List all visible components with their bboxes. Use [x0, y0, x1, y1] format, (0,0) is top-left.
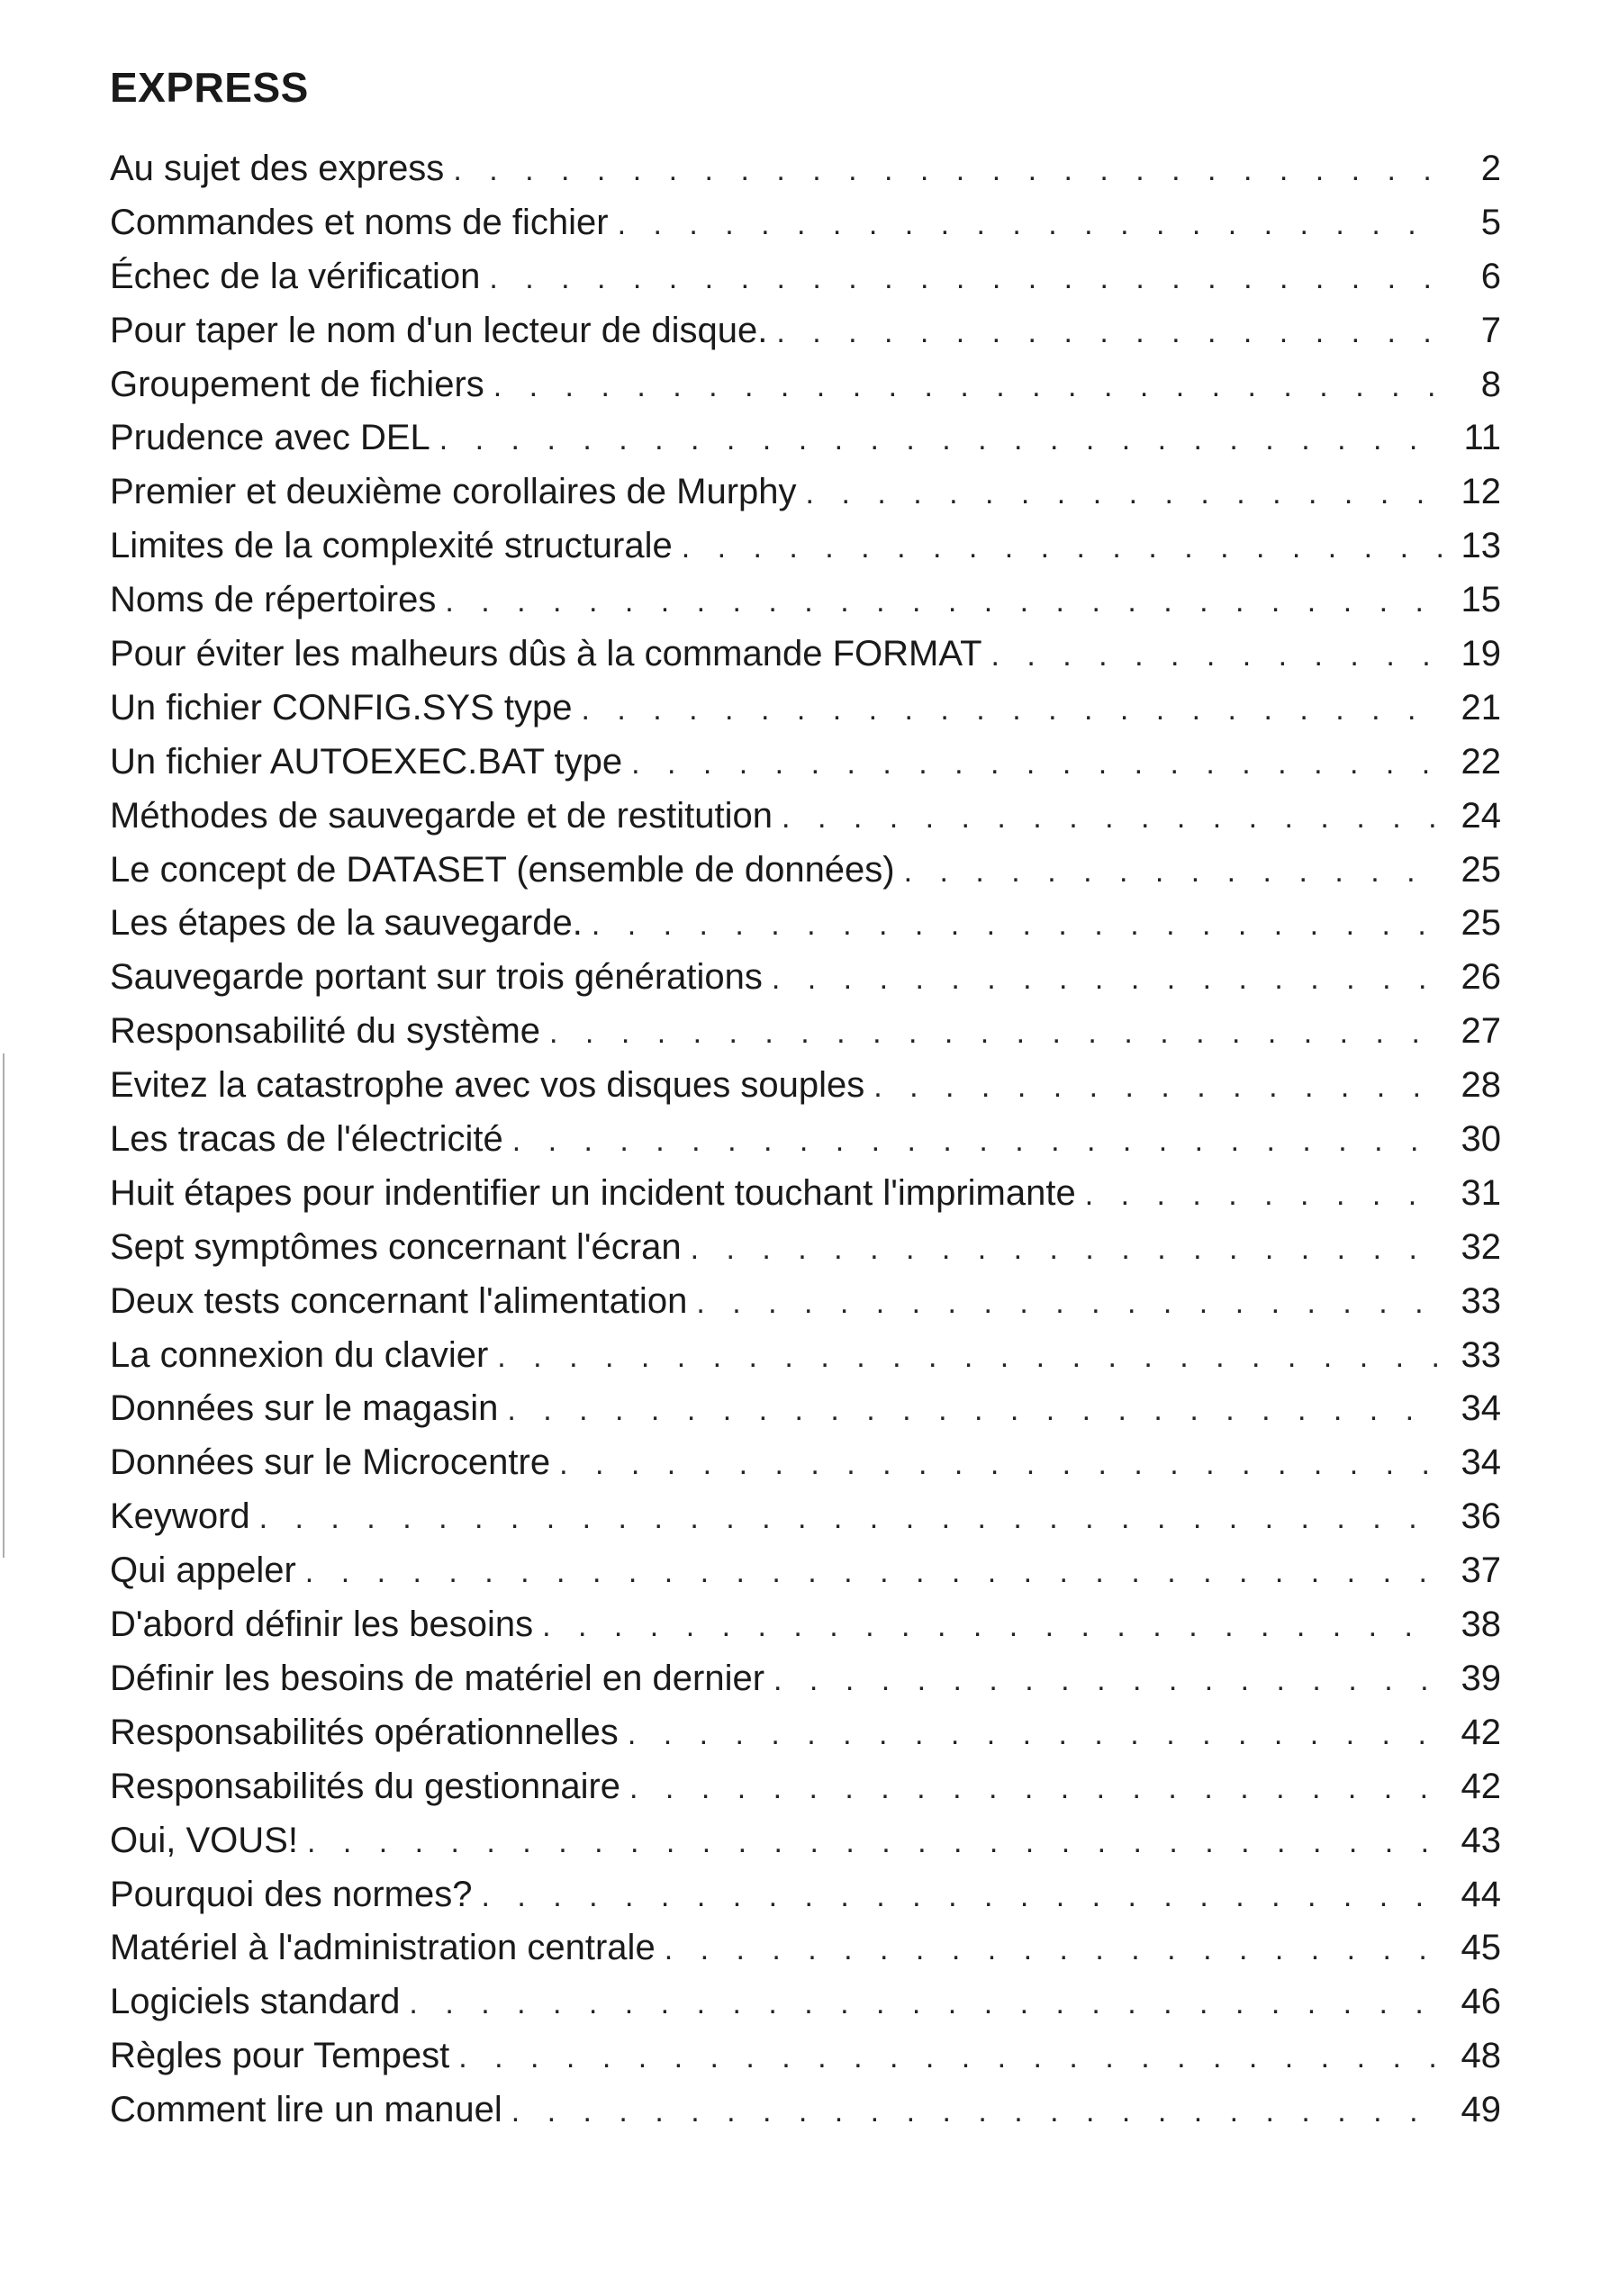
- toc-entry: [110, 1221, 1501, 1275]
- toc-entry-page-number: 38: [1461, 1604, 1501, 1645]
- toc-entry: [110, 1652, 1501, 1706]
- toc-entry-page-number: 19: [1461, 634, 1501, 674]
- section-heading: EXPRESS: [110, 64, 309, 111]
- toc-entry-page-number: 34: [1461, 1388, 1501, 1429]
- toc-entry-page-number: 2: [1480, 149, 1501, 188]
- scan-edge-mark: [3, 1053, 5, 1558]
- toc-entry: [110, 790, 1501, 844]
- toc-entry-title: Définir les besoins de matériel en dernier: [110, 1658, 765, 1698]
- toc-entry-title: Comment lire un manuel: [110, 2090, 502, 2130]
- toc-entry: [110, 358, 1501, 412]
- toc-entry-title: Prudence avec DEL: [110, 418, 430, 458]
- toc-entry-title: Groupement de fichiers: [110, 364, 484, 404]
- toc-entry-title: Deux tests concernant l'alimentation: [110, 1280, 688, 1321]
- toc-entry: [110, 196, 1501, 250]
- toc-entry-page-number: 49: [1461, 2090, 1501, 2130]
- toc-entry-page-number: 15: [1461, 580, 1501, 620]
- toc-entry: [110, 1490, 1501, 1544]
- toc-entry-page-number: 43: [1461, 1820, 1501, 1860]
- toc-entry-title: Evitez la catastrophe avec vos disques souples: [110, 1065, 865, 1106]
- toc-entry-page-number: 42: [1461, 1712, 1501, 1752]
- dot-leader: [481, 1870, 1442, 1922]
- toc-entry: [110, 844, 1501, 898]
- toc-entry-page-number: 13: [1461, 526, 1501, 566]
- toc-entry-page-number: 33: [1461, 1280, 1501, 1321]
- toc-entry-title: Pourquoi des normes?: [110, 1874, 473, 1914]
- dot-leader: [682, 521, 1442, 574]
- toc-entry-page-number: 28: [1461, 1065, 1501, 1106]
- toc-entry-title: Échec de la vérification: [110, 256, 481, 296]
- toc-entry-page-number: 33: [1461, 1334, 1501, 1375]
- dot-leader: [628, 1708, 1442, 1760]
- toc-entry-title: Huit étapes pour indentifier un incident touchant l'imprimante: [110, 1172, 1076, 1213]
- dot-leader: [631, 737, 1442, 790]
- dot-leader: [696, 1277, 1442, 1329]
- toc-entry: [110, 736, 1501, 790]
- dot-leader: [497, 1331, 1442, 1383]
- toc-entry: [110, 897, 1501, 951]
- dot-leader: [511, 2085, 1442, 2138]
- dot-leader: [507, 1384, 1442, 1436]
- toc-entry: [110, 1436, 1501, 1490]
- toc-entry: [110, 2029, 1501, 2084]
- toc-entry-title: Sept symptômes concernant l'écran: [110, 1226, 682, 1267]
- toc-entry-title: Noms de répertoires: [110, 580, 437, 620]
- toc-entry-title: Un fichier AUTOEXEC.BAT type: [110, 741, 623, 782]
- dot-leader: [904, 845, 1442, 898]
- dot-leader: [559, 1438, 1442, 1490]
- dot-leader: [453, 144, 1442, 196]
- toc-entry: [110, 1167, 1501, 1221]
- toc-entry-page-number: 36: [1461, 1496, 1501, 1537]
- toc-entry: [110, 951, 1501, 1005]
- toc-entry-page-number: 22: [1461, 741, 1501, 782]
- toc-entry-page-number: 27: [1461, 1011, 1501, 1052]
- dot-leader: [782, 791, 1442, 844]
- toc-entry: [110, 304, 1501, 358]
- toc-entry-page-number: 21: [1461, 687, 1501, 728]
- toc-entry: [110, 628, 1501, 682]
- toc-entry-title: Matériel à l'administration centrale: [110, 1928, 656, 1968]
- dot-leader: [542, 1600, 1442, 1652]
- dot-leader: [445, 575, 1442, 628]
- toc-entry: [110, 682, 1501, 736]
- dot-leader: [991, 629, 1443, 682]
- toc-entry-page-number: 12: [1461, 472, 1501, 512]
- toc-entry-page-number: 5: [1480, 202, 1501, 242]
- toc-entry-title: Données sur le Microcentre: [110, 1442, 551, 1483]
- toc-entry: [110, 411, 1501, 466]
- dot-leader: [618, 198, 1442, 250]
- dot-leader: [806, 467, 1442, 520]
- toc-entry-page-number: 8: [1480, 364, 1501, 404]
- toc-entry: [110, 520, 1501, 574]
- toc-entry-page-number: 7: [1480, 310, 1501, 350]
- toc-entry-title: Pour taper le nom d'un lecteur de disque.: [110, 310, 768, 350]
- dot-leader: [776, 306, 1442, 358]
- toc-entry: [110, 574, 1501, 628]
- toc-entry: [110, 2084, 1501, 2138]
- toc-entry: [110, 1975, 1501, 2029]
- toc-entry-title: Oui, VOUS!: [110, 1820, 298, 1860]
- toc-entry: [110, 1760, 1501, 1814]
- toc-entry: [110, 1544, 1501, 1598]
- toc-entry: [110, 1113, 1501, 1167]
- toc-entry-title: Les étapes de la sauvegarde.: [110, 903, 583, 944]
- dot-leader: [592, 899, 1442, 951]
- toc-entry: [110, 1275, 1501, 1329]
- dot-leader: [772, 953, 1442, 1005]
- dot-leader: [259, 1492, 1442, 1544]
- toc-entry-title: Méthodes de sauvegarde et de restitution: [110, 795, 773, 836]
- toc-entry-title: Logiciels standard: [110, 1982, 401, 2022]
- toc-entry-page-number: 46: [1461, 1982, 1501, 2022]
- table-of-contents: [110, 142, 1501, 2138]
- toc-entry-page-number: 11: [1463, 418, 1501, 458]
- toc-entry-page-number: 34: [1461, 1442, 1501, 1483]
- toc-entry: [110, 1921, 1501, 1975]
- toc-entry: [110, 466, 1501, 520]
- toc-entry: [110, 1706, 1501, 1760]
- toc-entry-title: Limites de la complexité structurale: [110, 526, 673, 566]
- toc-entry: [110, 1329, 1501, 1383]
- toc-entry-page-number: 44: [1461, 1874, 1501, 1914]
- toc-entry-page-number: 26: [1461, 957, 1501, 998]
- dot-leader: [493, 360, 1442, 412]
- toc-entry: [110, 1814, 1501, 1868]
- toc-entry-title: Sauvegarde portant sur trois générations: [110, 957, 763, 998]
- toc-entry-title: Keyword: [110, 1496, 250, 1537]
- dot-leader: [665, 1923, 1442, 1975]
- toc-entry-title: Un fichier CONFIG.SYS type: [110, 687, 573, 728]
- toc-entry-title: Le concept de DATASET (ensemble de données): [110, 849, 895, 890]
- toc-entry: [110, 250, 1501, 304]
- dot-leader: [458, 2031, 1442, 2084]
- dot-leader: [581, 683, 1442, 736]
- dot-leader: [1085, 1169, 1442, 1221]
- toc-entry-page-number: 25: [1461, 849, 1501, 890]
- toc-entry-title: Premier et deuxième corollaires de Murphy: [110, 472, 797, 512]
- dot-leader: [409, 1977, 1442, 2029]
- dot-leader: [773, 1654, 1442, 1706]
- dot-leader: [629, 1762, 1442, 1814]
- toc-entry-page-number: 30: [1461, 1119, 1501, 1160]
- toc-entry-page-number: 32: [1461, 1226, 1501, 1267]
- toc-entry: [110, 1059, 1501, 1113]
- toc-entry: [110, 1005, 1501, 1059]
- toc-entry-title: Les tracas de l'électricité: [110, 1119, 503, 1160]
- toc-entry-title: Règles pour Tempest: [110, 2036, 450, 2076]
- toc-entry-page-number: 42: [1461, 1766, 1501, 1806]
- toc-entry: [110, 1868, 1501, 1922]
- toc-entry-title: Données sur le magasin: [110, 1388, 499, 1429]
- toc-entry-page-number: 25: [1461, 903, 1501, 944]
- toc-entry-page-number: 6: [1480, 256, 1501, 296]
- dot-leader: [489, 252, 1442, 304]
- toc-entry-page-number: 37: [1461, 1550, 1501, 1591]
- toc-entry-title: D'abord définir les besoins: [110, 1604, 534, 1645]
- dot-leader: [512, 1115, 1442, 1167]
- toc-entry-title: Au sujet des express: [110, 149, 445, 188]
- dot-leader: [305, 1546, 1442, 1598]
- toc-entry-title: Commandes et noms de fichier: [110, 202, 609, 242]
- toc-entry-page-number: 39: [1461, 1658, 1501, 1698]
- toc-entry-title: Qui appeler: [110, 1550, 296, 1591]
- toc-entry: [110, 1382, 1501, 1436]
- toc-entry-page-number: 48: [1461, 2036, 1501, 2076]
- toc-entry-title: Responsabilité du système: [110, 1011, 541, 1052]
- dot-leader: [691, 1223, 1442, 1275]
- dot-leader: [307, 1816, 1442, 1868]
- toc-entry-title: La connexion du clavier: [110, 1334, 489, 1375]
- toc-entry-title: Responsabilités du gestionnaire: [110, 1766, 621, 1806]
- toc-entry-title: Responsabilités opérationnelles: [110, 1712, 619, 1752]
- dot-leader: [439, 413, 1442, 466]
- dot-leader: [549, 1007, 1442, 1059]
- toc-entry: [110, 1598, 1501, 1652]
- toc-entry-title: Pour éviter les malheurs dûs à la commande FORMAT: [110, 634, 982, 674]
- toc-entry-page-number: 24: [1461, 795, 1501, 836]
- toc-entry: [110, 142, 1501, 196]
- toc-entry-page-number: 45: [1461, 1928, 1501, 1968]
- dot-leader: [873, 1061, 1442, 1113]
- toc-entry-page-number: 31: [1461, 1172, 1501, 1213]
